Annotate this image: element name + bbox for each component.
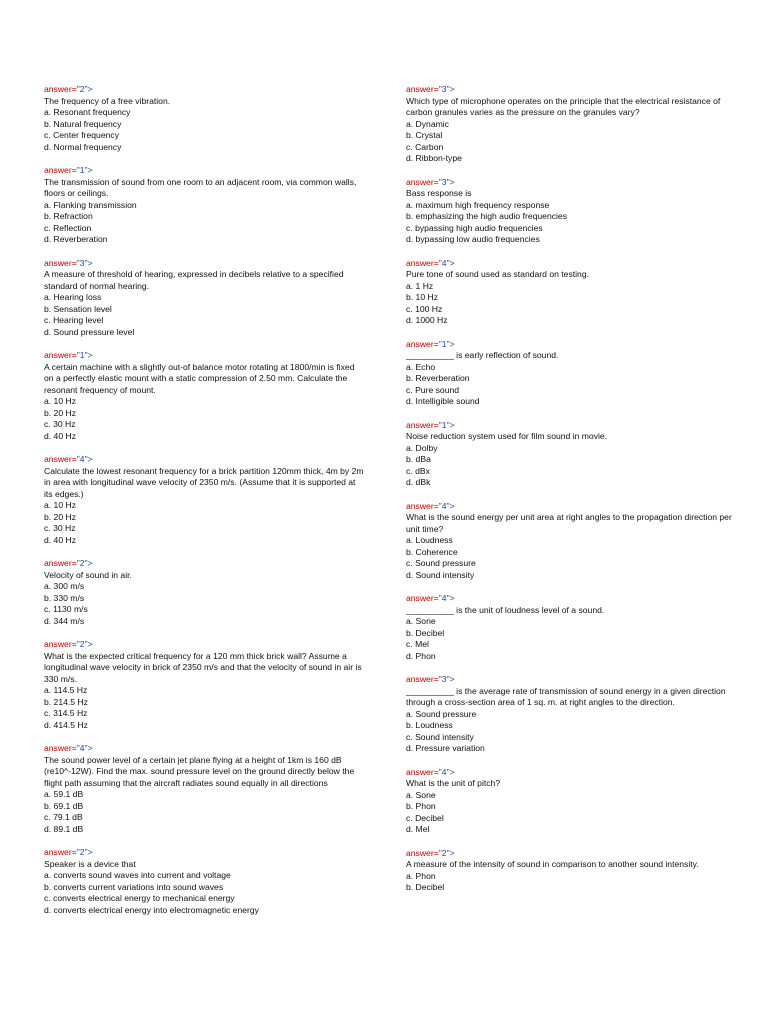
answer-option: c. Decibel bbox=[406, 812, 444, 823]
answer-option: b. 10 Hz bbox=[406, 292, 439, 302]
answer-quote-close: "> bbox=[84, 558, 93, 568]
answer-key-line bbox=[406, 177, 736, 189]
answer-key-line bbox=[44, 847, 364, 859]
question-stem: A measure of the intensity of sound in comparison to another sound intensity. bbox=[406, 859, 699, 869]
answer-key-line bbox=[406, 767, 736, 779]
answer-value: 3 bbox=[441, 84, 447, 94]
answer-label: answer= bbox=[406, 338, 439, 349]
answer-quote-close: "> bbox=[446, 419, 455, 430]
answer-key-line bbox=[44, 454, 364, 466]
answer-option: b. Loudness bbox=[406, 720, 453, 730]
question-stem: The frequency of a free vibration. bbox=[44, 95, 171, 106]
answer-option: d. Intelligible sound bbox=[406, 396, 480, 406]
answer-value: 4 bbox=[441, 766, 447, 777]
answer-option: c. Mel bbox=[406, 639, 429, 649]
answer-quote-open: " bbox=[76, 454, 80, 464]
answer-quote-open: " bbox=[76, 165, 80, 175]
answer-option: d. Normal frequency bbox=[44, 141, 122, 152]
answer-key-line bbox=[406, 593, 736, 605]
answer-option: b. Decibel bbox=[406, 627, 445, 638]
answer-key-line bbox=[44, 743, 364, 755]
answer-option: c. bypassing high audio frequencies bbox=[406, 222, 543, 233]
question-block bbox=[44, 558, 364, 627]
answer-option: a. 114.5 Hz bbox=[44, 685, 88, 695]
answer-option: a. 1 Hz bbox=[406, 280, 434, 291]
question-block bbox=[406, 593, 736, 662]
question-stem: Speaker is a device that bbox=[44, 858, 136, 869]
answer-key-line bbox=[44, 639, 364, 651]
answer-value: 1 bbox=[79, 165, 85, 175]
question-stem: The sound power level of a certain jet plane flying at a height of 1km is 160 dB (re10^-12W). Find the max. sound pressure level on the ground directly below the flight path assuming that the aircraft radiates sound equally in all directions bbox=[44, 754, 355, 788]
answer-option: c. 30 Hz bbox=[44, 419, 76, 429]
answer-option: a. Phon bbox=[406, 870, 436, 881]
answer-option: a. 59.1 dB bbox=[44, 789, 84, 799]
answer-value: 4 bbox=[79, 454, 85, 464]
answer-option: c. Center frequency bbox=[44, 130, 119, 140]
answer-key-line bbox=[406, 339, 736, 351]
answer-value: 2 bbox=[79, 639, 85, 649]
answer-option: a. 10 Hz bbox=[44, 396, 77, 406]
answer-option: c. Pure sound bbox=[406, 384, 460, 395]
answer-key-line bbox=[44, 558, 364, 570]
answer-quote-open: " bbox=[438, 257, 442, 268]
answer-key-line bbox=[406, 258, 736, 270]
question-block bbox=[406, 501, 736, 582]
answer-option: c. Carbon bbox=[406, 141, 444, 152]
question-stem: __________ is early reflection of sound. bbox=[406, 350, 559, 360]
answer-value: 3 bbox=[79, 257, 85, 268]
answer-option: c. 79.1 dB bbox=[44, 812, 83, 822]
question-stem: Velocity of sound in air. bbox=[44, 569, 132, 580]
answer-quote-open: " bbox=[438, 176, 442, 187]
answer-quote-open: " bbox=[76, 743, 80, 753]
answer-option: b. 330 m/s bbox=[44, 592, 85, 603]
answer-option: a. maximum high frequency response bbox=[406, 199, 550, 210]
answer-value: 3 bbox=[441, 176, 447, 187]
answer-option: c. Sound intensity bbox=[406, 731, 474, 742]
answer-quote-close: "> bbox=[84, 639, 93, 649]
answer-key-line bbox=[44, 258, 364, 270]
answer-quote-open: " bbox=[76, 847, 80, 857]
answer-quote-close: "> bbox=[446, 338, 455, 349]
answer-label: answer= bbox=[406, 500, 439, 511]
answer-option: a. converts sound waves into current and voltage bbox=[44, 870, 231, 880]
answer-quote-open: " bbox=[438, 84, 442, 94]
left-column bbox=[44, 84, 364, 916]
answer-option: d. Sound pressure level bbox=[44, 326, 135, 337]
question-block bbox=[406, 258, 736, 327]
question-stem: The transmission of sound from one room to an adjacent room, via common walls, floors or ceilings. bbox=[44, 176, 357, 198]
question-stem: What is the unit of pitch? bbox=[406, 778, 501, 788]
answer-quote-open: " bbox=[76, 84, 80, 94]
question-block bbox=[44, 454, 364, 546]
answer-value: 1 bbox=[441, 338, 447, 349]
answer-key-line bbox=[44, 165, 364, 177]
answer-option: d. 89.1 dB bbox=[44, 823, 84, 834]
question-block bbox=[44, 847, 364, 916]
answer-quote-open: " bbox=[438, 766, 442, 777]
answer-option: a. Resonant frequency bbox=[44, 107, 131, 117]
answer-quote-close: "> bbox=[446, 500, 455, 511]
answer-value: 1 bbox=[441, 419, 447, 430]
answer-quote-open: " bbox=[438, 419, 442, 430]
answer-option: b. 214.5 Hz bbox=[44, 696, 88, 707]
answer-value: 1 bbox=[79, 350, 85, 360]
answer-label: answer= bbox=[44, 847, 77, 857]
answer-option: d. 40 Hz bbox=[44, 430, 77, 441]
question-block bbox=[44, 743, 364, 835]
answer-option: d. Pressure variation bbox=[406, 743, 485, 753]
question-stem: Which type of microphone operates on the principle that the electrical resistance of carbon granules varies as the pressure on the granules vary? bbox=[406, 95, 721, 117]
answer-label: answer= bbox=[406, 766, 439, 777]
question-block bbox=[44, 350, 364, 442]
answer-option: b. emphasizing the high audio frequencies bbox=[406, 211, 568, 221]
answer-key-line bbox=[44, 350, 364, 362]
answer-option: a. Echo bbox=[406, 361, 436, 372]
question-block bbox=[44, 258, 364, 339]
question-stem: A measure of threshold of hearing, expressed in decibels relative to a specified standard of normal hearing. bbox=[44, 269, 344, 291]
answer-option: a. Sone bbox=[406, 789, 436, 800]
answer-value: 4 bbox=[79, 743, 85, 753]
question-block bbox=[44, 84, 364, 153]
answer-key-line bbox=[44, 84, 364, 96]
question-block bbox=[406, 420, 736, 489]
answer-label: answer= bbox=[44, 639, 77, 649]
answer-label: answer= bbox=[44, 84, 77, 94]
answer-option: a. 300 m/s bbox=[44, 581, 85, 591]
answer-option: b. Natural frequency bbox=[44, 118, 122, 129]
answer-value: 4 bbox=[441, 593, 447, 603]
answer-option: b. Coherence bbox=[406, 546, 458, 557]
answer-option: a. Sound pressure bbox=[406, 708, 477, 719]
answer-quote-open: " bbox=[438, 500, 442, 511]
question-stem: Pure tone of sound used as standard on testing. bbox=[406, 269, 589, 279]
question-block bbox=[406, 339, 736, 408]
answer-option: c. Hearing level bbox=[44, 315, 104, 325]
answer-key-line bbox=[406, 674, 736, 686]
answer-label: answer= bbox=[44, 743, 77, 753]
answer-quote-open: " bbox=[76, 639, 80, 649]
answer-option: b. Refraction bbox=[44, 211, 93, 221]
answer-quote-open: " bbox=[76, 257, 80, 268]
answer-option: b. 20 Hz bbox=[44, 511, 77, 522]
answer-label: answer= bbox=[406, 419, 439, 430]
answer-value: 3 bbox=[441, 674, 447, 684]
answer-value: 2 bbox=[79, 847, 85, 857]
question-stem: Bass response is bbox=[406, 188, 472, 198]
answer-quote-close: "> bbox=[84, 454, 93, 464]
answer-option: c. Sound pressure bbox=[406, 558, 476, 568]
answer-option: b. 20 Hz bbox=[44, 407, 77, 418]
answer-key-line bbox=[406, 501, 736, 513]
answer-option: a. Dolby bbox=[406, 442, 438, 453]
answer-quote-open: " bbox=[438, 338, 442, 349]
answer-quote-close: "> bbox=[446, 674, 455, 684]
answer-option: d. 1000 Hz bbox=[406, 315, 448, 325]
answer-quote-close: "> bbox=[446, 176, 455, 187]
question-block bbox=[406, 767, 736, 836]
answer-label: answer= bbox=[406, 847, 439, 858]
answer-option: a. Loudness bbox=[406, 535, 453, 545]
answer-option: c. converts electrical energy to mechanical energy bbox=[44, 893, 235, 903]
question-block bbox=[44, 639, 364, 731]
answer-label: answer= bbox=[44, 165, 77, 175]
answer-quote-close: "> bbox=[446, 257, 455, 268]
answer-option: d. 40 Hz bbox=[44, 534, 77, 545]
answer-option: b. Decibel bbox=[406, 882, 445, 892]
answer-option: b. 69.1 dB bbox=[44, 800, 84, 811]
answer-option: d. converts electrical energy into electromagnetic energy bbox=[44, 904, 259, 915]
answer-key-line bbox=[406, 420, 736, 432]
answer-option: a. Sone bbox=[406, 616, 436, 626]
answer-quote-close: "> bbox=[446, 847, 455, 858]
answer-quote-open: " bbox=[438, 847, 442, 858]
answer-label: answer= bbox=[406, 674, 439, 684]
answer-quote-close: "> bbox=[84, 847, 93, 857]
answer-option: d. Reverberation bbox=[44, 234, 108, 244]
answer-quote-close: "> bbox=[84, 84, 93, 94]
answer-option: d. 414.5 Hz bbox=[44, 719, 88, 730]
question-block bbox=[406, 177, 736, 246]
answer-quote-close: "> bbox=[446, 84, 455, 94]
answer-option: c. Reflection bbox=[44, 222, 92, 233]
answer-quote-open: " bbox=[438, 674, 442, 684]
question-block bbox=[406, 848, 736, 894]
question-block bbox=[406, 674, 736, 755]
answer-option: a. Hearing loss bbox=[44, 292, 102, 302]
question-stem: __________ is the average rate of transmission of sound energy in a given direction through a cross-section area of 1 sq. m. at right angles to the direction. bbox=[406, 685, 726, 707]
answer-value: 4 bbox=[441, 500, 447, 511]
question-stem: What is the sound energy per unit area at right angles to the propagation direction per unit time? bbox=[406, 512, 732, 534]
answer-option: c. 1130 m/s bbox=[44, 604, 88, 614]
answer-option: d. Ribbon-type bbox=[406, 153, 462, 163]
answer-key-line bbox=[406, 848, 736, 860]
answer-quote-close: "> bbox=[84, 350, 93, 360]
question-stem: __________ is the unit of loudness level of a sound. bbox=[406, 604, 605, 615]
answer-option: d. Phon bbox=[406, 650, 436, 661]
answer-value: 4 bbox=[441, 257, 447, 268]
question-block bbox=[44, 165, 364, 246]
answer-option: a. 10 Hz bbox=[44, 500, 77, 510]
answer-key-line bbox=[406, 84, 736, 96]
question-stem: A certain machine with a slightly out-of balance motor rotating at 1800/min is fixed on a perfectly elastic mount with a static compression of 2.50 mm. Calculate the resonant frequency of mount. bbox=[44, 361, 355, 395]
answer-label: answer= bbox=[44, 454, 77, 464]
answer-quote-close: "> bbox=[446, 766, 455, 777]
question-stem: What is the expected critical frequency for a 120 mm thick brick wall? Assume a longitudinal wave velocity in brick of 2350 m/s and that the velocity of sound in air is 330 m/s. bbox=[44, 650, 362, 684]
answer-option: b. Phon bbox=[406, 801, 436, 811]
answer-label: answer= bbox=[406, 593, 439, 603]
answer-quote-close: "> bbox=[84, 165, 93, 175]
question-stem: Calculate the lowest resonant frequency for a brick partition 120mm thick, 4m by 2m in area with longitudinal wave velocity of 2350 m/s. (Assume that it is supported at its edges.) bbox=[44, 465, 364, 499]
answer-option: d. bypassing low audio frequencies bbox=[406, 234, 540, 244]
answer-option: c. 314.5 Hz bbox=[44, 708, 88, 718]
answer-option: b. Crystal bbox=[406, 130, 443, 140]
right-column bbox=[406, 84, 736, 894]
answer-option: c. 100 Hz bbox=[406, 303, 443, 314]
answer-option: d. dBk bbox=[406, 477, 431, 487]
answer-quote-close: "> bbox=[446, 593, 455, 603]
answer-option: b. converts current variations into sound waves bbox=[44, 881, 224, 892]
answer-value: 2 bbox=[79, 558, 85, 568]
answer-label: answer= bbox=[406, 176, 439, 187]
answer-option: b. Reverberation bbox=[406, 373, 470, 383]
answer-label: answer= bbox=[44, 257, 77, 268]
answer-quote-open: " bbox=[76, 558, 80, 568]
answer-quote-open: " bbox=[438, 593, 442, 603]
answer-label: answer= bbox=[44, 350, 77, 360]
answer-quote-open: " bbox=[76, 350, 80, 360]
answer-label: answer= bbox=[406, 257, 439, 268]
answer-option: d. 344 m/s bbox=[44, 615, 85, 626]
answer-label: answer= bbox=[406, 84, 439, 94]
question-block bbox=[406, 84, 736, 165]
answer-option: c. dBx bbox=[406, 465, 430, 476]
answer-value: 2 bbox=[79, 84, 85, 94]
answer-option: b. Sensation level bbox=[44, 303, 112, 314]
question-stem: Noise reduction system used for film sound in movie. bbox=[406, 431, 608, 441]
answer-quote-close: "> bbox=[84, 257, 93, 268]
answer-quote-close: "> bbox=[84, 743, 93, 753]
answer-option: a. Dynamic bbox=[406, 118, 449, 129]
answer-option: b. dBa bbox=[406, 454, 431, 464]
answer-option: c. 30 Hz bbox=[44, 523, 76, 533]
answer-option: d. Mel bbox=[406, 824, 430, 834]
answer-option: d. Sound intensity bbox=[406, 569, 475, 580]
answer-value: 2 bbox=[441, 847, 447, 858]
answer-option: a. Flanking transmission bbox=[44, 199, 137, 210]
answer-label: answer= bbox=[44, 558, 77, 568]
